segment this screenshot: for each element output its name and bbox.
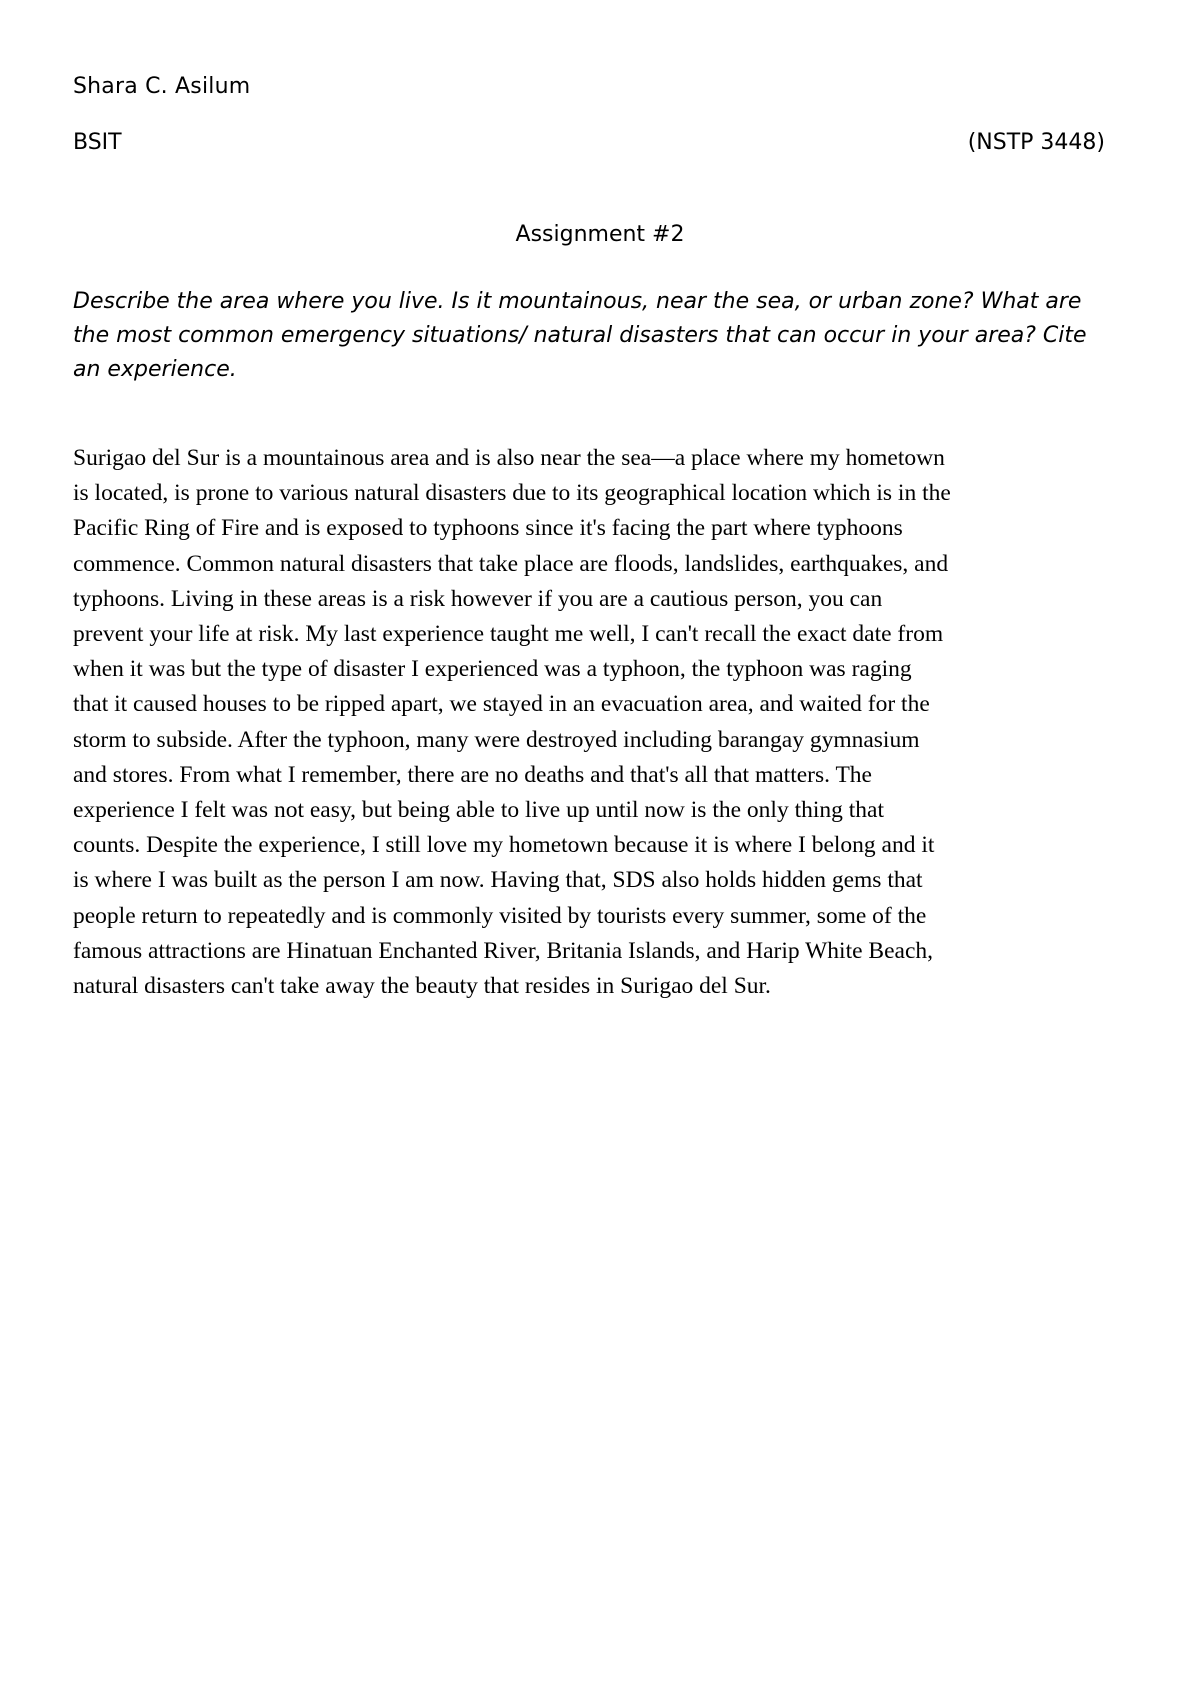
answer-line: when it was but the type of disaster I experienced was a typhoon, the typhoon was raging (73, 656, 912, 683)
section-code: (NSTP 3448) (967, 130, 1105, 155)
assignment-title: Assignment #2 (515, 222, 685, 247)
answer-line: people return to repeatedly and is commonly visited by tourists every summer, some of the (73, 902, 927, 929)
answer-line: natural disasters can't take away the beauty that resides in Surigao del Sur. (73, 973, 771, 1000)
answer-line: and stores. From what I remember, there are no deaths and that's all that matters. The (73, 761, 872, 788)
answer-line: prevent your life at risk. My last experience taught me well, I can't recall the exact date from (73, 621, 944, 648)
author-name: Shara C. Asilum (73, 74, 251, 99)
prompt-line: an experience. (73, 357, 237, 382)
answer-line: commence. Common natural disasters that take place are floods, landslides, earthquakes, and (73, 550, 949, 577)
answer-line: Surigao del Sur is a mountainous area and is also near the sea—a place where my hometown (73, 445, 945, 471)
course-label: BSIT (73, 130, 122, 155)
answer-line: is located, is prone to various natural disasters due to its geographical location which is in the (73, 480, 951, 507)
answer-line: that it caused houses to be ripped apart, we stayed in an evacuation area, and waited for the (73, 691, 930, 718)
assignment-prompt (73, 285, 1123, 387)
answer-line: counts. Despite the experience, I still love my hometown because it is where I belong and it (73, 832, 935, 859)
prompt-line: Describe the area where you live. Is it mountainous, near the sea, or urban zone? What are (73, 289, 1082, 314)
answer-line: storm to subside. After the typhoon, many were destroyed including barangay gymnasium (73, 726, 920, 753)
answer-line: famous attractions are Hinatuan Enchanted River, Britania Islands, and Harip White Beach, (73, 937, 933, 964)
answer-line: is where I was built as the person I am now. Having that, SDS also holds hidden gems that (73, 867, 923, 894)
answer-line: typhoons. Living in these areas is a risk however if you are a cautious person, you can (73, 585, 883, 612)
answer-line: experience I felt was not easy, but being able to live up until now is the only thing that (73, 797, 884, 824)
answer-line: Pacific Ring of Fire and is exposed to typhoons since it's facing the part where typhoons (73, 515, 903, 542)
prompt-line: the most common emergency situations/ natural disasters that can occur in your area? Cite (73, 323, 1087, 348)
assignment-answer (73, 441, 1133, 1004)
